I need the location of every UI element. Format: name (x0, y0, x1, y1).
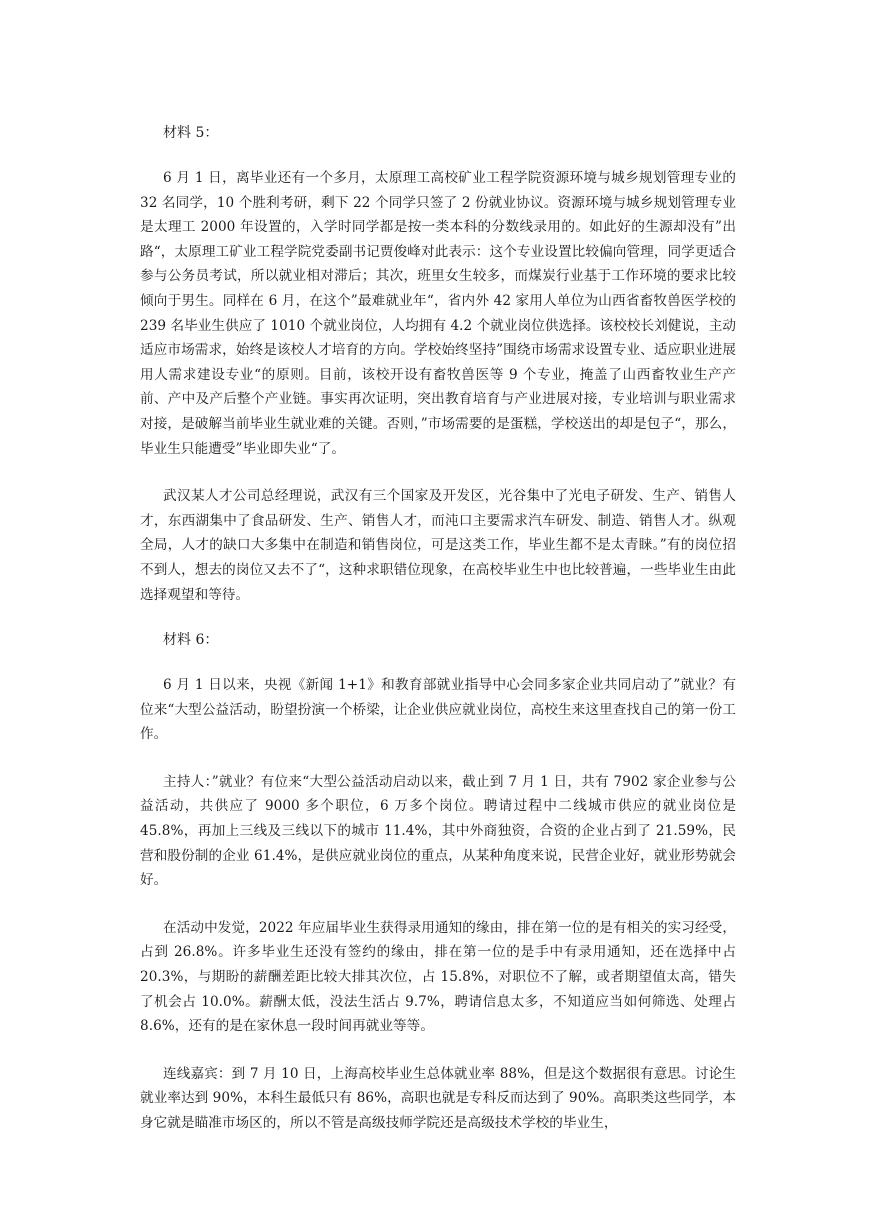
spacer (140, 461, 736, 484)
material-5-heading: 材料 5： (163, 125, 219, 141)
paragraph-guest-statement: 连线嘉宾：到 7 月 10 日，上海高校毕业生总体就业率 88%，但是这个数据很有意思。讨论生就业率达到 90%，本科生最低只有 86%，高职也就是专科反而达到了 90%。高职类这些同学，本身它就是瞄准市场区的，所以不管是高级技师学院还是高级技术学校的毕业生， (140, 1065, 736, 1131)
document-body (140, 120, 736, 1136)
spacer (140, 607, 736, 627)
paragraph-wuhan-talent: 武汉某人才公司总经理说，武汉有三个国家及开发区，光谷集中了光电子研发、生产、销售人才，东西湖集中了食品研发、生产、销售人才，而沌口主要需求汽车研发、制造、销售人才。纵观全局，人才的缺口大多集中在制造和销售岗位，可是这类工作，毕业生都不是太青睐。”有的岗位招不到人，想去的岗位又去不了“，这种求职错位现象，在高校毕业生中也比较普遍，一些毕业生由此选择观望和等待。 (140, 488, 736, 603)
spacer (140, 653, 736, 673)
paragraph-survey-findings: 在活动中发觉，2022 年应届毕业生获得录用通知的缘由，排在第一位的是有相关的实习经受，占到 26.8%。许多毕业生还没有签约的缘由，排在第一位的是手中有录用通知，还在选择中占 20.3%，与期盼的薪酬差距比较大排其次位，占 15.8%，对职位不了解，或者期望值太高，错失了机会占 10.0%。薪酬太低，没法生活占 9.7%，聘请信息太多，不知道应当如何筛选、处理占 8.6%，还有的是在家休息一段时间再就业等等。 (140, 919, 736, 1035)
spacer (140, 146, 736, 166)
paragraph-host-statement: 主持人：”就业？有位来“大型公益活动启动以来，截止到 7 月 1 日，共有 7902 家企业参与公益活动，共供应了 9000 多个职位，6 万多个岗位。聘请过程中二线城市供应的就业岗位是 45.8%，再加上三线及三线以下的城市 11.4%，其中外商独资，合资的企业占到了 21.59%，民营和股份制的企业 61.4%，是供应就业岗位的重点，从某种角度来说，民营企业好，就业形势就会好。 (140, 773, 736, 889)
spacer (140, 1039, 736, 1062)
paragraph-cctv-activity: 6 月 1 日以来，央视《新闻 1+1》和教育部就业指导中心会同多家企业共同启动了”就业？有位来“大型公益活动，盼望扮演一个桥梁，让企业供应就业岗位，高校生来这里查找自己的第一份工作。 (140, 677, 736, 743)
material-6-heading: 材料 6： (163, 632, 219, 649)
spacer (140, 747, 736, 770)
paragraph-taiyuan-employment: 6 月 1 日，离毕业还有一个多月，太原理工高校矿业工程学院资源环境与城乡规划管理专业的 32 名同学，10 个胜利考研，剩下 22 个同学只签了 2 份就业协议。资源环境与城乡规划管理专业是太理工 2000 年设置的，入学时同学都是按一类本科的分数线录用的。如此好的生源却没有”出路“，太原理工矿业工程学院党委副书记贾俊峰对此表示：这个专业设置比较偏向管理，同学更适合参与公务员考试，所以就业相对滞后；其次，班里女生较多，而煤炭行业基于工作环境的要求比较倾向于男生。同样在 6 月，在这个”最难就业年“，省内外 42 家用人单位为山西省畜牧兽医学校的 239 名毕业生供应了 1010 个就业岗位，人均拥有 4.2 个就业岗位供选择。该校校长刘健说，主动适应市场需求，始终是该校人才培育的方向。学校始终坚持”围绕市场需求设置专业、适应职业进展用人需求建设专业“的原则。目前，该校开设有畜牧兽医等 9 个专业，掩盖了山西畜牧业生产产前、产中及产后整个产业链。事实再次证明，突出教育培育与产业进展对接，专业培训与职业需求对接，是破解当前毕业生就业难的关键。否则，”市场需要的是蛋糕，学校送出的却是包子“，那么，毕业生只能遭受”毕业即失业“了。 (140, 170, 736, 457)
spacer (140, 893, 736, 916)
